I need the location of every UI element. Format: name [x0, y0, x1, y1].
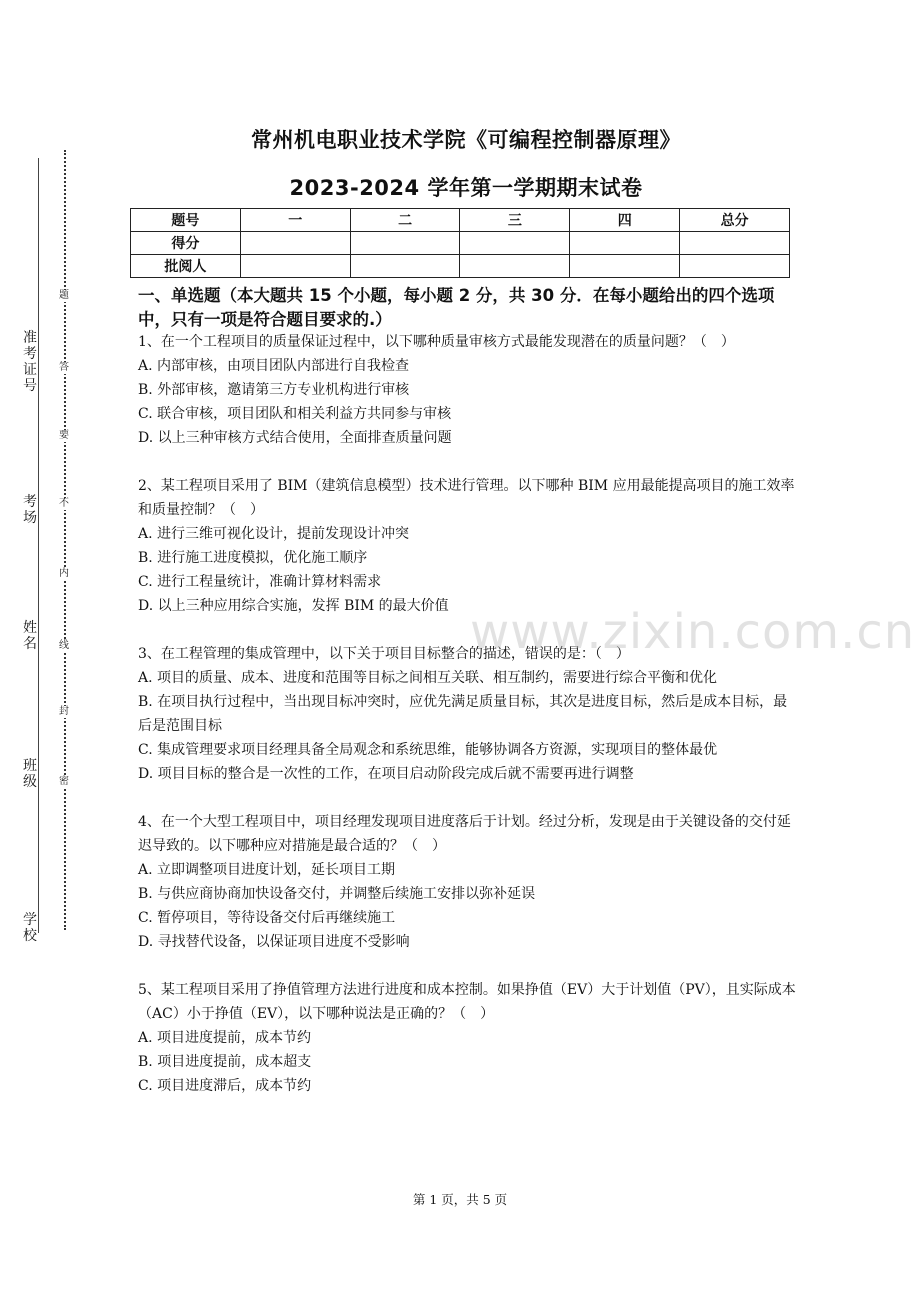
- header-cell: 一: [240, 209, 350, 232]
- score-cell: [570, 232, 680, 255]
- seal-char: 不: [59, 498, 69, 509]
- option-d: D. 以上三种审核方式结合使用，全面排查质量问题: [138, 430, 452, 446]
- score-cell: [350, 232, 460, 255]
- grader-cell: [460, 255, 570, 278]
- score-table-header-row: [131, 209, 790, 232]
- score-cell: [240, 232, 350, 255]
- question-stem: 2、某工程项目采用了 BIM（建筑信息模型）技术进行管理。以下哪种 BIM 应用最能提高项目的施工效率和质量控制？（ ）: [138, 478, 795, 518]
- score-table: [130, 208, 790, 278]
- option-a: A. 项目进度提前，成本节约: [138, 1030, 312, 1046]
- header-cell: 二: [350, 209, 460, 232]
- option-b: B. 与供应商协商加快设备交付，并调整后续施工安排以弥补延误: [138, 886, 536, 902]
- seal-char: 答: [59, 362, 69, 373]
- option-c: C. 集成管理要求项目经理具备全局观念和系统思维，能够协调各方资源，实现项目的整体最优: [138, 742, 718, 758]
- seal-char: 要: [59, 430, 69, 441]
- seal-char: 封: [59, 706, 69, 717]
- option-b: B. 外部审核，邀请第三方专业机构进行审核: [138, 382, 410, 398]
- exam-title: 常州机电职业技术学院《可编程控制器原理》: [251, 128, 681, 152]
- option-b: B. 在项目执行过程中，当出现目标冲突时，应优先满足质量目标，其次是进度目标，然后是成本目标，最后是范围目标: [138, 694, 788, 734]
- question-list: [138, 330, 798, 1122]
- option-d: D. 项目目标的整合是一次性的工作，在项目启动阶段完成后就不需要再进行调整: [138, 766, 634, 782]
- question-item: [138, 810, 798, 954]
- question-stem: 4、在一个大型工程项目中，项目经理发现项目进度落后于计划。经过分析，发现是由于关键设备的交付延迟导致的。以下哪种应对措施是最合适的？（ ）: [138, 814, 791, 854]
- row-label: 得分: [131, 232, 241, 255]
- exam-subtitle: 2023-2024 学年第一学期期末试卷: [289, 176, 643, 200]
- section-heading: 一、单选题（本大题共 15 个小题，每小题 2 分，共 30 分．在每小题给出的四个选项中，只有一项是符合题目要求的.）: [138, 286, 775, 329]
- grader-cell: [240, 255, 350, 278]
- grader-cell: [680, 255, 790, 278]
- option-a: A. 项目的质量、成本、进度和范围等目标之间相互关联、相互制约，需要进行综合平衡和优化: [138, 670, 718, 686]
- school-label: 学校: [23, 912, 37, 944]
- option-c: C. 联合审核，项目团队和相关利益方共同参与审核: [138, 406, 452, 422]
- option-c: C. 项目进度滞后，成本节约: [138, 1078, 312, 1094]
- score-cell: [680, 232, 790, 255]
- watermark: www.zixin.com.cn: [470, 604, 916, 660]
- name-label: 姓名: [23, 620, 37, 652]
- option-c: C. 暂停项目，等待设备交付后再继续施工: [138, 910, 396, 926]
- seal-char: 线: [59, 640, 69, 651]
- grader-row: [131, 255, 790, 278]
- header-cell: 四: [570, 209, 680, 232]
- option-b: B. 项目进度提前，成本超支: [138, 1054, 312, 1070]
- option-a: A. 立即调整项目进度计划，延长项目工期: [138, 862, 396, 878]
- question-item: [138, 330, 798, 450]
- option-c: C. 进行工程量统计，准确计算材料需求: [138, 574, 382, 590]
- option-d: D. 寻找替代设备，以保证项目进度不受影响: [138, 934, 410, 950]
- option-d: D. 以上三种应用综合实施，发挥 BIM 的最大价值: [138, 598, 449, 614]
- seal-char: 内: [59, 568, 69, 579]
- exam-id-label: 准考证号: [23, 330, 37, 394]
- question-item: [138, 474, 798, 618]
- binding-fill-line: [38, 158, 39, 933]
- page-footer: 第 1 页，共 5 页: [412, 1192, 508, 1207]
- header-cell: 题号: [131, 209, 241, 232]
- seal-char: 密: [59, 776, 69, 787]
- option-a: A. 内部审核，由项目团队内部进行自我检查: [138, 358, 410, 374]
- class-label: 班级: [23, 758, 37, 790]
- score-cell: [460, 232, 570, 255]
- grader-cell: [570, 255, 680, 278]
- seal-dotted-line: [64, 150, 66, 930]
- option-a: A. 进行三维可视化设计，提前发现设计冲突: [138, 526, 410, 542]
- row-label: 批阅人: [131, 255, 241, 278]
- seal-char: 题: [59, 290, 69, 301]
- option-b: B. 进行施工进度模拟，优化施工顺序: [138, 550, 368, 566]
- question-stem: 5、某工程项目采用了挣值管理方法进行进度和成本控制。如果挣值（EV）大于计划值（PV），且实际成本（AC）小于挣值（EV），以下哪种说法是正确的？（ ）: [138, 982, 796, 1022]
- grader-cell: [350, 255, 460, 278]
- question-item: [138, 978, 798, 1098]
- question-stem: 3、在工程管理的集成管理中，以下关于项目目标整合的描述，错误的是：（ ）: [138, 646, 630, 662]
- exam-room-label: 考场: [23, 494, 37, 526]
- question-stem: 1、在一个工程项目的质量保证过程中，以下哪种质量审核方式最能发现潜在的质量问题？（ ）: [138, 334, 735, 350]
- header-cell: 三: [460, 209, 570, 232]
- score-row: [131, 232, 790, 255]
- question-item: [138, 642, 798, 786]
- header-cell: 总分: [680, 209, 790, 232]
